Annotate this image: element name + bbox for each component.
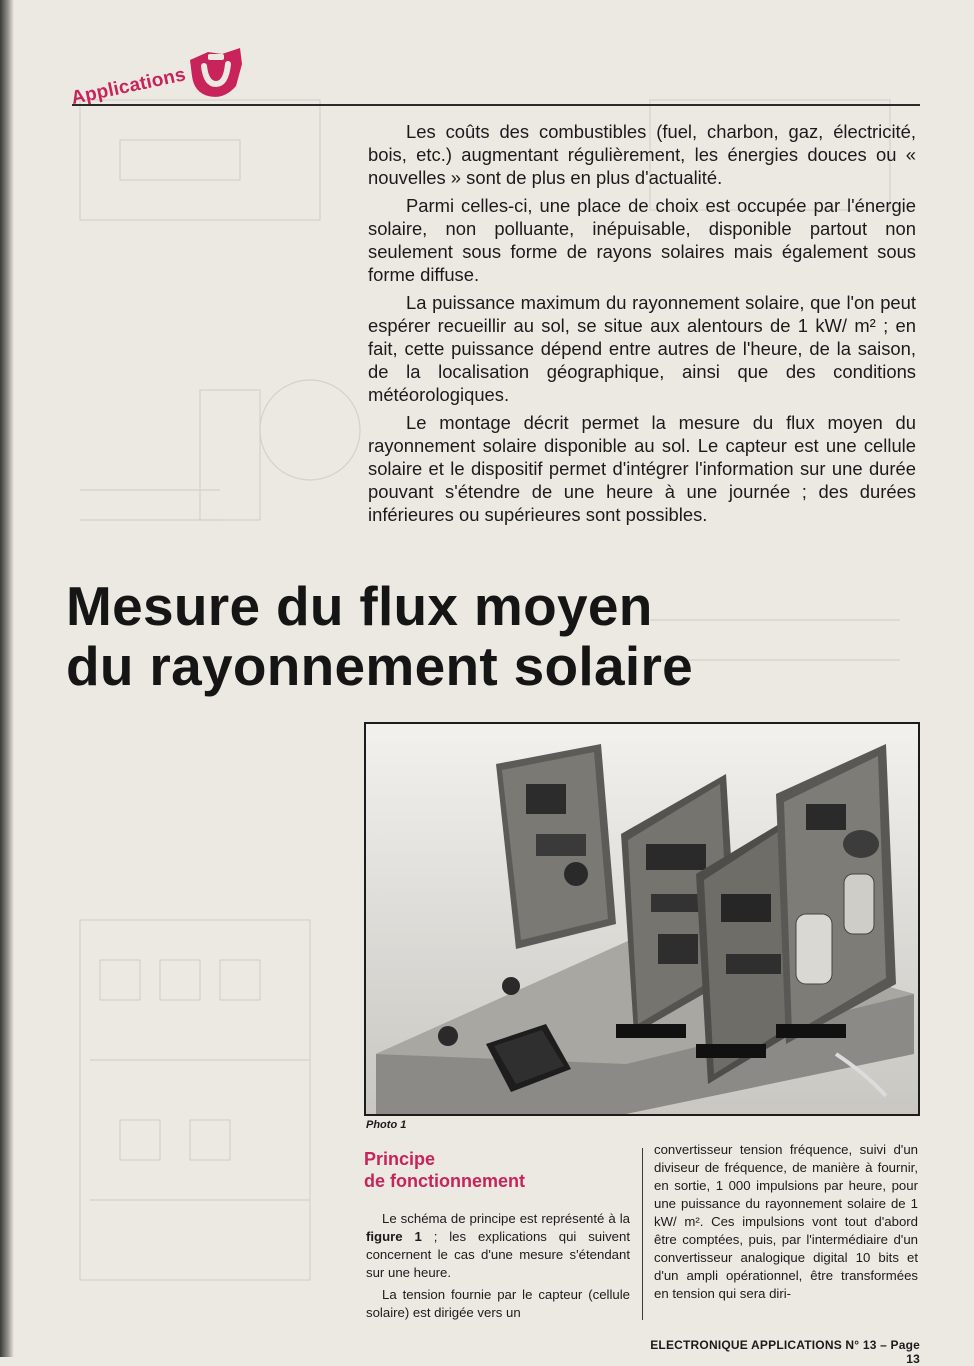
applications-emblem-icon bbox=[184, 42, 246, 104]
circuit-boards-photo bbox=[366, 724, 918, 1114]
column-divider bbox=[642, 1148, 643, 1320]
left-paragraph bbox=[366, 1210, 630, 1282]
section-label: Applications bbox=[69, 64, 188, 110]
right-column bbox=[654, 1141, 918, 1303]
text-run: ; les explications qui suivent concernent le cas d'une mesure s'étendant sur une heure. bbox=[366, 1229, 630, 1280]
article-title bbox=[66, 576, 926, 696]
section-heading bbox=[364, 1148, 634, 1192]
right-paragraph: convertisseur tension fréquence, suivi d'un diviseur de fréquence, de manière à fournir, en sortie, 1 000 impulsions par heure, pour une puissance du rayonnement solaire de 1 kW/ m². Ces impulsions vont tout d'abord être comptées, puis, par l'intermédiaire d'un convertisseur analogique digital 10 bits et d'un ampli opérationnel, être transformées en tension qui sera diri- bbox=[654, 1142, 918, 1301]
figure-reference: figure 1 bbox=[366, 1229, 422, 1244]
intro-paragraph: Le montage décrit permet la mesure du flux moyen du rayonnement solaire disponible au sol. Le capteur est une cellule solaire et le dispositif permet d'intégrer l'information sur une durée pouvant s'étendre de une heure à une journée ; des durées inférieures ou supérieures sont possibles. bbox=[368, 412, 916, 525]
section-heading-line-2: de fonctionnement bbox=[364, 1171, 525, 1191]
page-binding-edge bbox=[0, 0, 14, 1357]
photo-1 bbox=[364, 722, 920, 1116]
text-run: Le schéma de principe est représenté à la bbox=[382, 1211, 630, 1226]
intro-paragraph: Parmi celles-ci, une place de choix est occupée par l'énergie solaire, non polluante, inépuisable, disponible partout non seulement sous forme de rayons solaires mais également sous forme diffuse. bbox=[368, 195, 916, 285]
header-rule bbox=[72, 104, 920, 106]
left-column bbox=[366, 1210, 630, 1326]
intro-paragraph: La puissance maximum du rayonnement solaire, que l'on peut espérer recueillir au sol, se situe aux alentours de 1 kW/ m² ; en fait, cette puissance dépend entre autres de l'heure, de la saison, de la localisation géographique, ainsi que des conditions météorologiques. bbox=[368, 292, 916, 405]
title-line-1: Mesure du flux moyen bbox=[66, 575, 653, 637]
photo-caption: Photo 1 bbox=[366, 1119, 407, 1131]
intro-paragraph: Les coûts des combustibles (fuel, charbon, gaz, électricité, bois, etc.) augmentant régulièrement, les énergies douces ou « nouvelles » sont de plus en plus d'actualité. bbox=[368, 121, 916, 188]
left-paragraph: La tension fournie par le capteur (cellule solaire) est dirigée vers un bbox=[366, 1287, 630, 1320]
section-logo bbox=[69, 38, 262, 110]
section-heading-line-1: Principe bbox=[364, 1149, 436, 1169]
title-line-2: du rayonnement solaire bbox=[66, 635, 694, 697]
intro-text bbox=[368, 120, 916, 531]
page-footer: ELECTRONIQUE APPLICATIONS N° 13 – Page 13 bbox=[650, 1338, 920, 1366]
